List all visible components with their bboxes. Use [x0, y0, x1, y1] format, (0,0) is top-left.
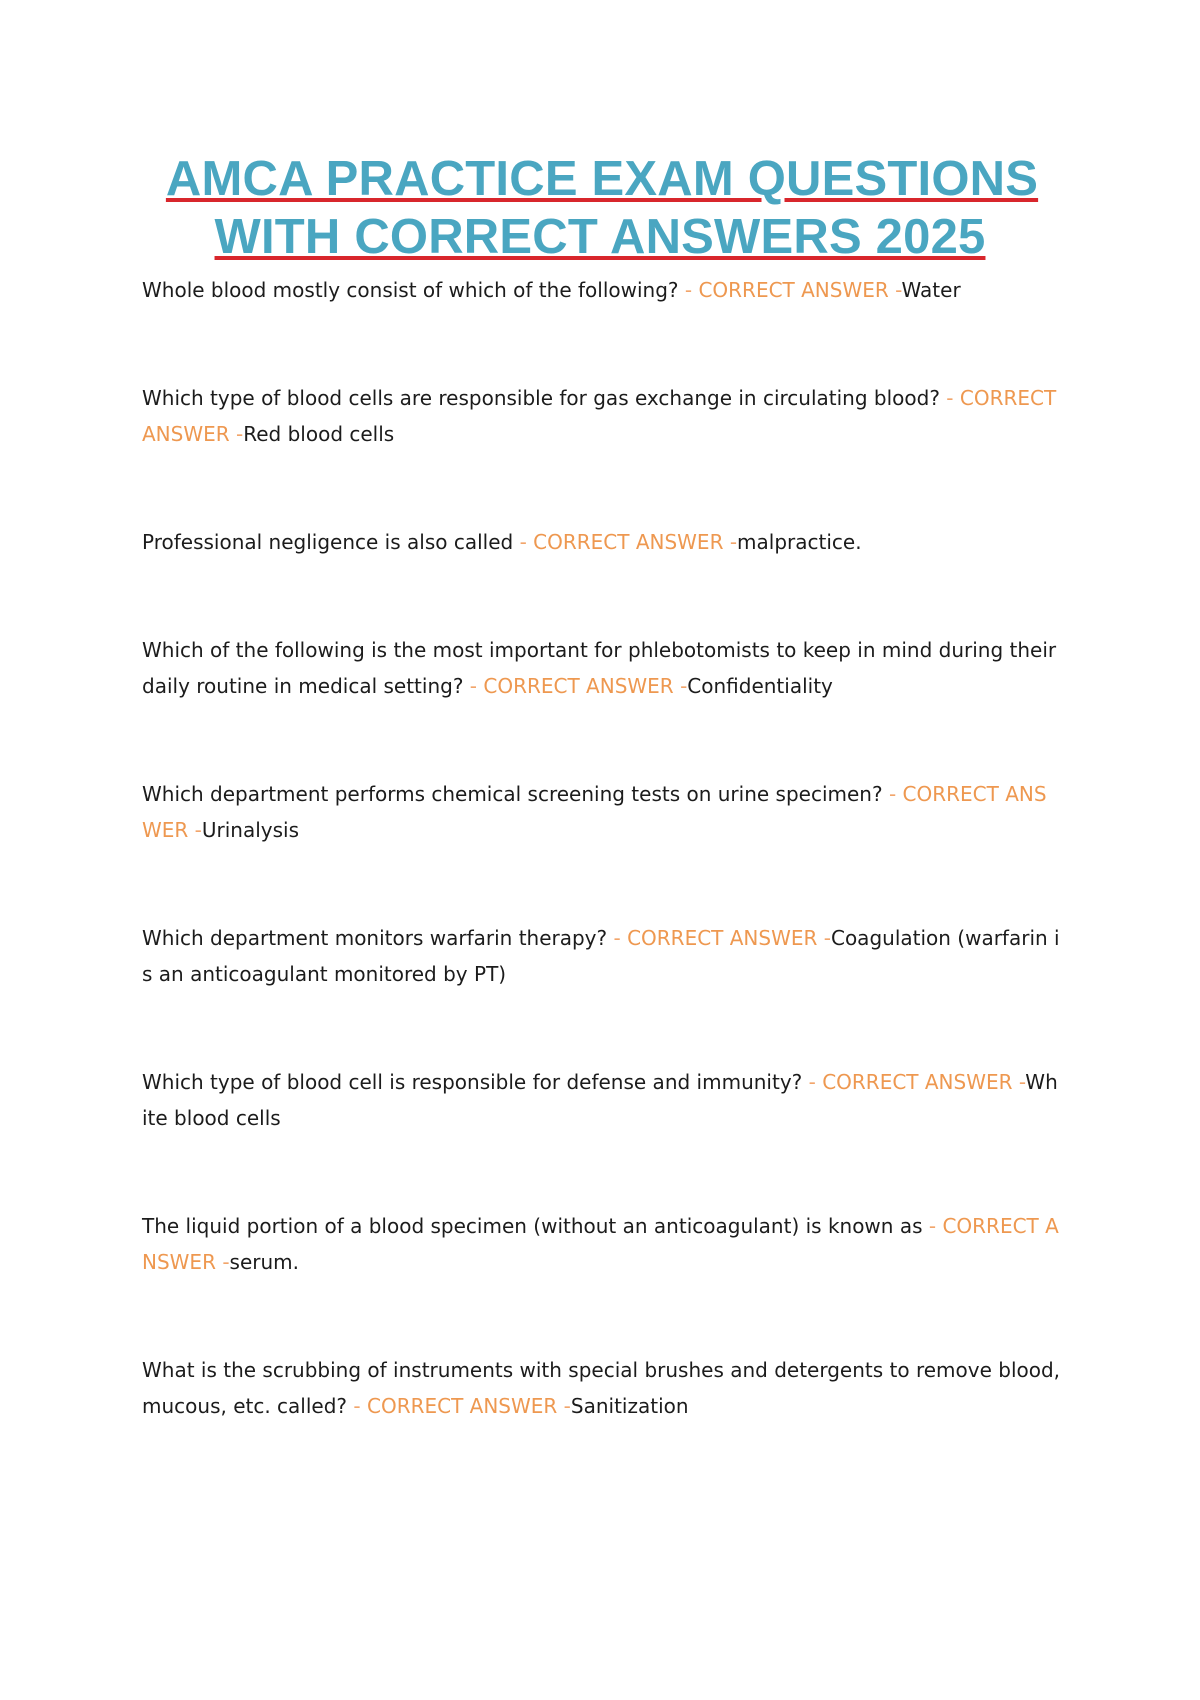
separator-dash: - [194, 818, 202, 842]
question-text: Which type of blood cells are responsible for gas exchange in circulating blood? [142, 386, 947, 410]
separator-dash: - [946, 386, 954, 410]
question-text: What is the scrubbing of instruments with special brushes and detergents to remove blood, mucous, etc. called? [142, 1358, 1061, 1418]
answer-text: malpractice. [737, 530, 862, 554]
question-text: Professional negligence is also called [142, 530, 520, 554]
qa-item [142, 380, 1062, 452]
correct-answer-label: CORRECT ANSWER [142, 386, 1057, 446]
answer-text: Coagulation (warfarin is an anticoagulant monitored by PT) [142, 926, 1060, 986]
question-text: Which department monitors warfarin therapy? [142, 926, 614, 950]
question-text: The liquid portion of a blood specimen (without an anticoagulant) is known as [142, 1214, 929, 1238]
document-title [0, 150, 1200, 266]
answer-text: Confidentiality [687, 674, 833, 698]
qa-item [142, 632, 1062, 704]
separator-dash: - [895, 278, 902, 302]
separator-dash: - [808, 1070, 816, 1094]
title-line-1: AMCA PRACTICE EXAM QUESTIONS [165, 152, 1039, 206]
correct-answer-label: CORRECT ANSWER [698, 278, 889, 302]
answer-text: Sanitization [570, 1394, 689, 1418]
question-text: Which department performs chemical screening tests on urine specimen? [142, 782, 889, 806]
title-line-2: WITH CORRECT ANSWERS 2025 [214, 210, 986, 264]
qa-item [142, 1064, 1062, 1136]
separator-dash: - [1018, 1070, 1026, 1094]
qa-item [142, 776, 1062, 848]
separator-dash: - [823, 926, 831, 950]
separator-dash: - [613, 926, 621, 950]
qa-item [142, 1208, 1062, 1280]
separator-dash: - [684, 278, 693, 302]
correct-answer-label: CORRECT ANSWER [822, 1070, 1013, 1094]
separator-dash: - [353, 1394, 361, 1418]
separator-dash: - [469, 674, 478, 698]
answer-text: serum. [229, 1250, 300, 1274]
answer-text: Urinalysis [201, 818, 300, 842]
separator-dash: - [888, 782, 897, 806]
answer-text: White blood cells [142, 1070, 1058, 1130]
separator-dash: - [563, 1394, 571, 1418]
question-text: Which of the following is the most important for phlebotomists to keep in mind during their daily routine in medical setting? [142, 638, 1057, 698]
correct-answer-label: CORRECT ANSWER [533, 530, 724, 554]
correct-answer-label: CORRECT ANSWER [483, 674, 674, 698]
correct-answer-label: CORRECT ANSWER [366, 1394, 558, 1418]
separator-dash: - [680, 674, 688, 698]
separator-dash: - [729, 530, 738, 554]
separator-dash: - [236, 422, 244, 446]
correct-answer-label: CORRECT ANSWER [627, 926, 818, 950]
answer-text: Water [901, 278, 961, 302]
qa-item [142, 1352, 1062, 1424]
qa-item [142, 524, 1062, 560]
separator-dash: - [928, 1214, 937, 1238]
separator-dash: - [222, 1250, 230, 1274]
qa-item [142, 272, 1062, 308]
separator-dash: - [519, 530, 527, 554]
question-text: Which type of blood cell is responsible for defense and immunity? [142, 1070, 809, 1094]
question-text: Whole blood mostly consist of which of the following? [142, 278, 685, 302]
correct-answer-label: CORRECT ANSWER [142, 782, 1047, 842]
qa-item [142, 920, 1062, 992]
correct-answer-label: CORRECT ANSWER [142, 1214, 1059, 1274]
qa-list [142, 272, 1062, 1496]
answer-text: Red blood cells [243, 422, 395, 446]
